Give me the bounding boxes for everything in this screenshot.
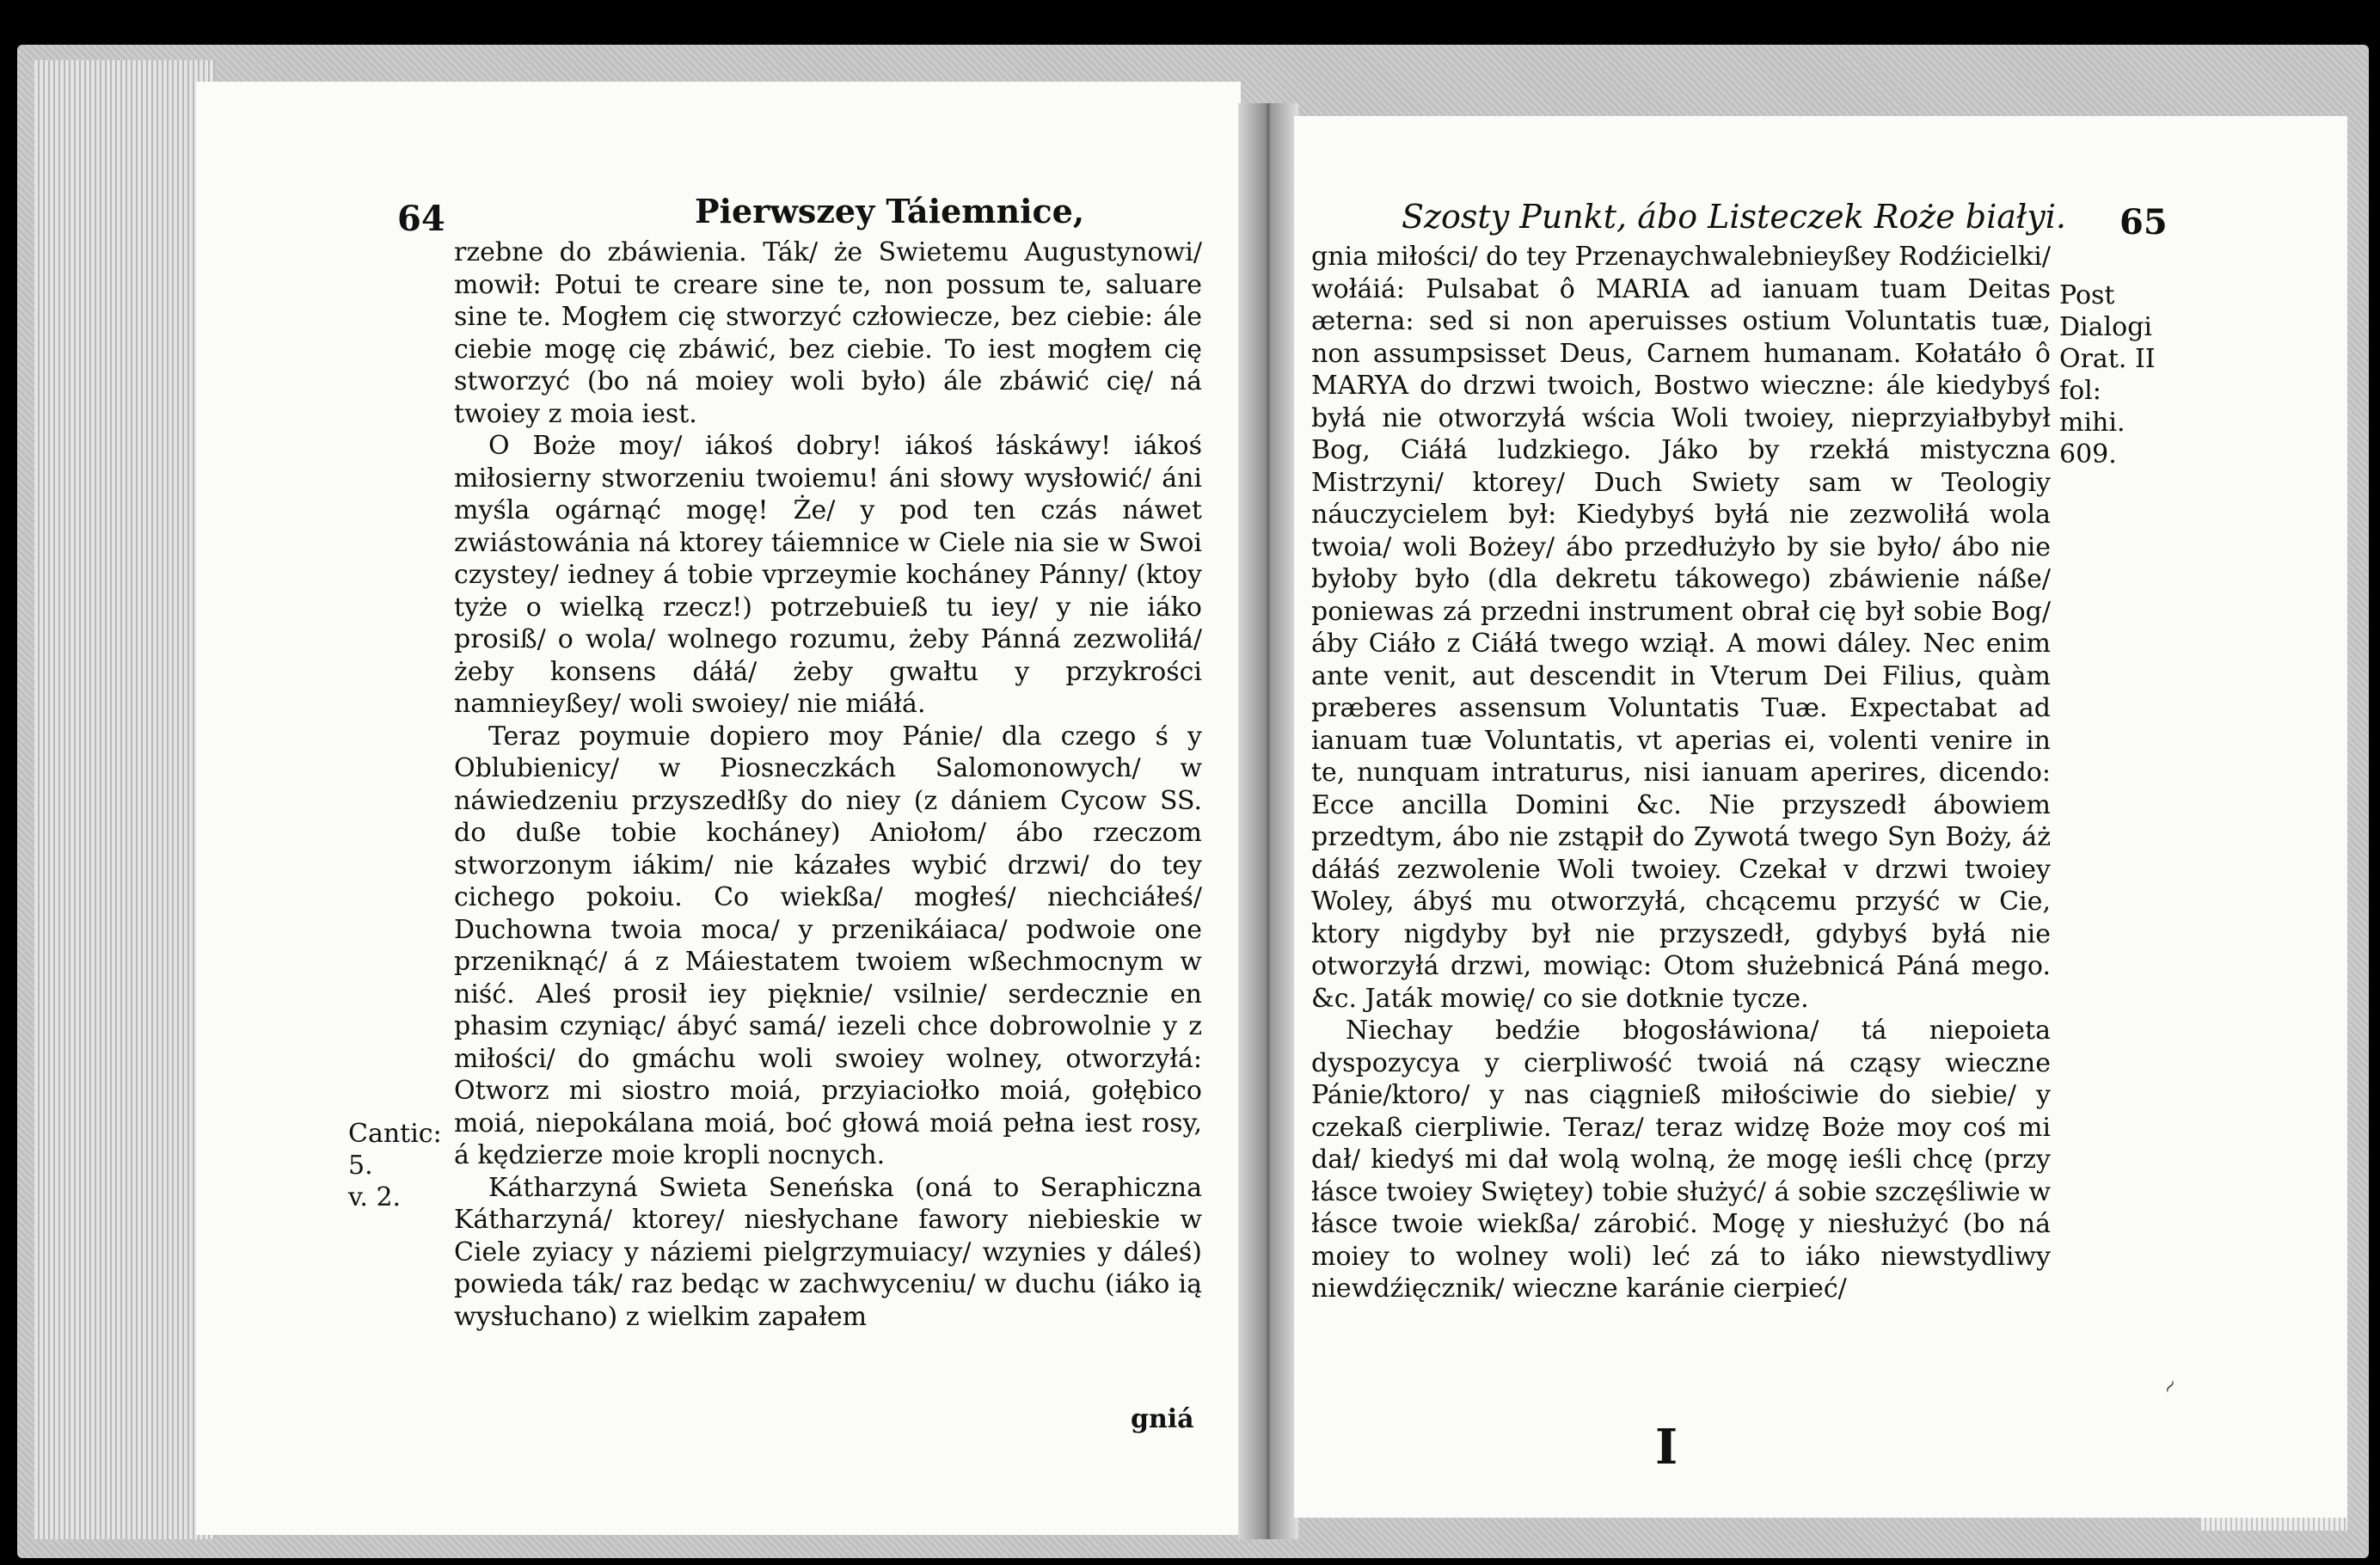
signature-mark: I <box>1655 1419 1678 1476</box>
margin-note-right: Post Dialogi Orat. II fol: mihi. 609. <box>2059 280 2156 470</box>
left-paragraph-3: Teraz poymuie dopiero moy Pánie/ dla czego ś y Oblubienicy/ w Piosneczkách Salomonowych/ w náwiedzeniu przyszedłßy do niey (z dániem Cycow SS. do duße tobie kocháney) Aniołom/ ábo rzeczom stworzonym iákim/ nie kázałes wybić drzwi/ do tey cichego pokoiu. Co wiekßa/ mogłeś/ niechciáłeś/ Duchowna twoia moca/ y przenikáiaca/ podwoie one przeniknąć/ á z Máiestatem twoiem wßechmocnym w niść. Aleś prosił iey pięknie/ vsilnie/ serdecznie en phasim czyniąc/ ábyć samá/ iezeli chce dobrowolnie y z miłości/ do gmáchu woli swoiey wolney, otworzyłá: Otworz mi siostro moiá, przyiaciołko moiá, gołębico moiá, niepokálana moiá, boć głowá moiá pełna iest rosy, á kędzierze moie kropli nocnych. <box>454 721 1202 1170</box>
left-paragraph-4: Kátharzyná Swieta Seneńska (oná to Seraphiczna Kátharzyná/ ktorey/ niesłychane fawory niebieskie w Ciele zyiacy y náziemi pielgrzymuiacy/ wzynies y dáleś) powieda ták/ raz bedąc w zachwyceniu/ w duchu (iáko ią wysłuchano) z wielkim zapałem <box>454 1172 1202 1332</box>
page-number-left: 64 <box>397 199 445 239</box>
right-paragraph-1: gnia miłości/ do tey Przenaychwalebnieyßey Rodźicielki/ wołáiá: Pulsabat ô MARIA ad ianuam tuam Deitas æterna: sed si non aperuisses ostium Voluntatis tuæ, non assumpsisset Deus, Carnem humanam. Kołatáło ô MARYA do drzwi twoich, Bostwo wieczne: ále kiedybyś byłá nie otworzyłá wścia Woli twoiey, nieprzyiałbybył Bog, Ciáłá ludzkiego. Jáko by rzekłá mistyczna Mistrzyni/ ktorey/ Duch Swiety sam w Teologiy náuczycielem był: Kiedybyś byłá nie zezwoliłá wola twoia/ woli Bożey/ ábo przedłużyło by sie było/ ábo nie byłoby było (dla dekretu tákowego) zbáwienie náße/ poniewas zá przedni instrument obrał cię był sobie Bog/ áby Ciáło z Ciáłá twego wziął. A mowi dáley. Nec enim ante venit, aut descendit in Vterum Dei Filius, quàm præberes assensum Voluntatis Tuæ. Expectabat ad ianuam tuæ Voluntatis, vt aperias ei, volenti venire in te, nunquam intraturus, nisi ianuam aperires, dicendo: Ecce ancilla Domini &c. Nie przyszedł ábowiem przedtym, ábo nie zstąpił do Zywotá twego Syn Boży, áż dáłáś zezwolenie Woli twoiey. Czekał v drzwi twoiey Woley, ábyś mu otworzyłá, chcącemu przyść w Cie, ktory nigdyby był nie przyszedł, gdybyś byłá nie otworzyłá drzwi, mowiąc: Otom służebnicá Páná mego. &c. Jaták mowię/ co sie dotknie tycze. <box>1311 242 2051 1014</box>
left-paragraph-1: rzebne do zbáwienia. Ták/ że Swietemu Augustynowi/ mowił: Potui te creare sine te, non possum te, saluare sine te. Mogłem cię stworzyć człowiecze, bez ciebie: ále ciebie mogę cię zbáwić, bez ciebie. To iest mogłem cię stworzyć (bo ná moiey woli było) ále zbáwić cię/ ná twoiey z moia iest. <box>454 237 1202 429</box>
ink-smudge: ~ <box>2156 1373 2184 1400</box>
catchword-left: gniá <box>1131 1404 1194 1434</box>
page-number-right: 65 <box>2119 202 2168 242</box>
left-body-text <box>454 236 1202 1333</box>
margin-note-left: Cantic: 5. v. 2. <box>348 1119 442 1212</box>
book-gutter <box>1238 103 1298 1539</box>
right-paragraph-2: Niechay bedźie błogosłáwiona/ tá niepoieta dyspozycya y cierpliwość twoiá ná cząsy wieczne Pánie/ktoro/ y nas ciągnieß miłościwie do siebie/ y czekaß cierpliwie. Teraz/ teraz widzę Boże moy coś mi dał/ kiedyś mi dał wolą wolną, że mogę ieśli chcę (przy łásce twoiey Swiętey) tobie służyć/ á sobie szczęśliwie w łásce twoie wiekßa/ zárobić. Mogę y niesłużyć (bo ná moiey to wolney woli) leć zá to iáko niewstydliwy niewdźięcznik/ wieczne karánie cierpieć/ <box>1311 1016 2051 1304</box>
left-page <box>196 82 1241 1535</box>
left-paragraph-2: O Boże moy/ iákoś dobry! iákoś łáskáwy! iákoś miłosierny stworzeniu twoiemu! áni słowy wysłowić/ áni myśla ogárnąć mogę! Że/ y pod ten czás náwet zwiástowánia ná ktorey táiemnice w Ciele nia sie w Swoi czystey/ iedney á tobie vprzeymie kocháney Pánny/ (ktoy tyże o wielką rzecz!) potrzebuieß tu iey/ y nie iáko prosiß/ o wola/ wolnego rozumu, żeby Pánná zezwoliłá/ żeby konsens dáłá/ żeby gwałtu y przykrości namnieyßey/ woli swoiey/ nie miáłá. <box>454 431 1202 719</box>
left-page-edges <box>34 60 215 1539</box>
right-page <box>1294 116 2347 1518</box>
right-body-text <box>1311 241 2051 1305</box>
running-head-right: Szosty Punkt, ábo Listeczek Roże białyi. <box>1402 198 2066 236</box>
running-head-left: Pierwszey Táiemnice, <box>695 192 1085 230</box>
